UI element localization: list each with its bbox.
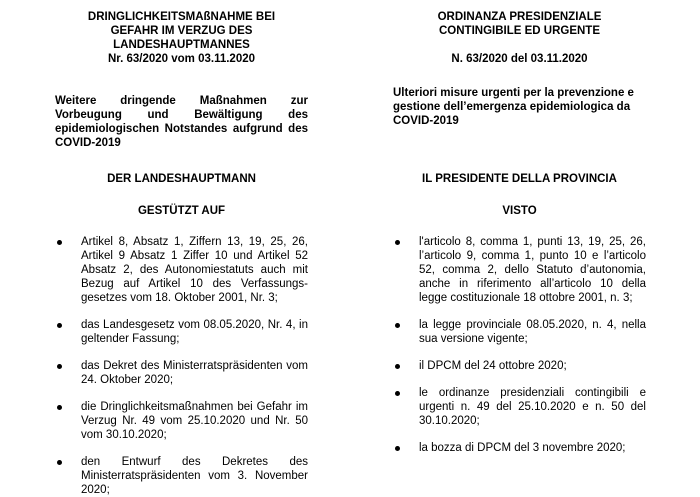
list-item (55, 359, 308, 387)
german-subject: Weitere dringende Maßnahmen zur Vorbeugung und Bewältigung des epidemiologischen Notstandes aufgrund des COVID-2019 (55, 95, 308, 149)
list-item (393, 318, 646, 346)
bullet-icon (395, 364, 400, 369)
italian-basis-list (393, 235, 646, 455)
italian-title-line: CONTINGIBILE ED URGENTE (438, 25, 600, 37)
list-item (55, 455, 308, 497)
italian-subject: Ulteriori misure urgenti per la prevenzione e gestione dell’emergenza epidemiologica da COVID-2019 (393, 87, 634, 127)
italian-item-text: la legge provinciale 08.05.2020, n. 4, nella sua versione vigente; (419, 319, 646, 345)
bullet-icon (57, 323, 62, 328)
german-item-text: den Entwurf des Dekretes des Ministerratspräsidenten vom 3. November 2020; (81, 456, 308, 496)
italian-item-text: il DPCM del 24 ottobre 2020; (419, 360, 567, 372)
italian-authority-heading: IL PRESIDENTE DELLA PROVINCIA (422, 173, 617, 185)
bullet-icon (57, 240, 62, 245)
german-title (55, 10, 308, 52)
list-item (55, 400, 308, 442)
bullet-icon (57, 364, 62, 369)
bullet-icon (395, 240, 400, 245)
italian-title (393, 10, 646, 38)
german-basis-list (55, 235, 308, 497)
list-item (393, 359, 646, 373)
italian-item-text: le ordinanze presidenziali contingibili e urgenti n. 49 del 25.10.2020 e n. 50 del 30.10.2020; (419, 387, 646, 427)
german-basis-heading: GESTÜTZT AUF (137, 205, 226, 217)
list-item (393, 386, 646, 428)
bullet-icon (57, 460, 62, 465)
bullet-icon (395, 446, 400, 451)
italian-title-line: ORDINANZA PRESIDENZIALE (437, 11, 602, 23)
german-item-text: das Dekret des Ministerratspräsidenten vom 24. Oktober 2020; (81, 360, 308, 386)
german-column (55, 0, 308, 496)
german-item-text: das Landesgesetz vom 08.05.2020, Nr. 4, in geltender Fassung; (81, 319, 308, 345)
italian-item-text: l'articolo 8, comma 1, punti 13, 19, 25, 26, l’articolo 9, comma 1, punto 10 e l’articolo 52, comma 2, dello Statuto d’autonomia, anche in riferimento all’articolo 10 della legge costituzionale 18 ottobre 2001, n. 3; (419, 236, 646, 304)
list-item (393, 235, 646, 305)
list-item (55, 318, 308, 346)
bullet-icon (395, 391, 400, 396)
italian-basis-heading: VISTO (502, 205, 537, 217)
bullet-icon (395, 323, 400, 328)
italian-number: N. 63/2020 del 03.11.2020 (451, 53, 588, 65)
german-number: Nr. 63/2020 vom 03.11.2020 (107, 53, 256, 65)
german-authority-heading: DER LANDESHAUPTMANN (107, 173, 256, 185)
german-title-line: LANDESHAUPTMANNES (113, 39, 250, 51)
german-item-text: Artikel 8, Absatz 1, Ziffern 13, 19, 25, 26, Artikel 9 Absatz 1 Ziffer 10 und Artikel 52 Absatz 2, des Autonomiestatuts auch mit Bezug auf Artikel 10 des Verfassungs-gesetzes vom 18. Oktober 2001, Nr. 3; (81, 236, 308, 304)
list-item (55, 235, 308, 305)
bullet-icon (57, 405, 62, 410)
german-title-line: GEFAHR IM VERZUG DES (110, 25, 253, 37)
italian-item-text: la bozza di DPCM del 3 novembre 2020; (419, 442, 626, 454)
list-item (393, 441, 646, 455)
german-title-line: DRINGLICHKEITSMAßNAHME BEI (87, 11, 276, 23)
german-item-text: die Dringlichkeitsmaßnahmen bei Gefahr im Verzug Nr. 49 vom 25.10.2020 und Nr. 50 vom 30.10.2020; (81, 401, 308, 441)
italian-column (393, 0, 646, 454)
